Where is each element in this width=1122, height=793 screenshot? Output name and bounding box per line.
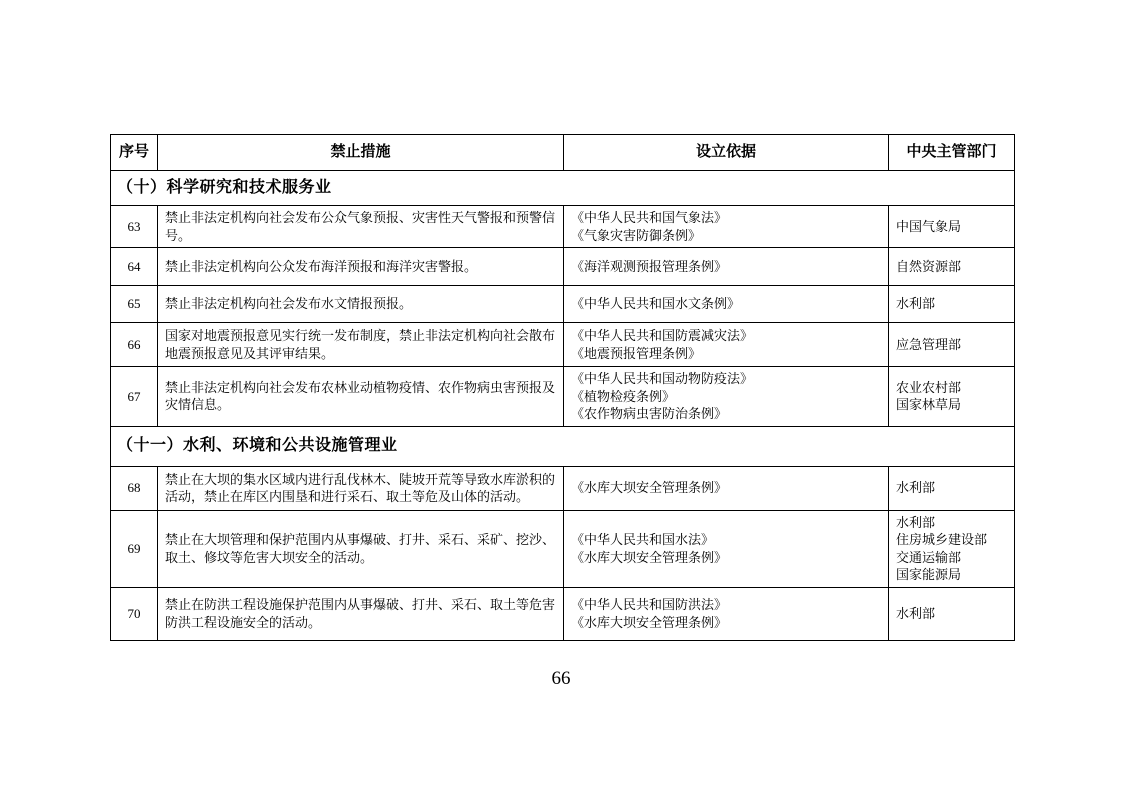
cell-serial-number: 65 [111,286,158,323]
cell-central-department [889,323,1015,367]
table-row [111,323,1015,367]
cell-prohibited-measure: 禁止在大坝管理和保护范围内从事爆破、打井、采石、采矿、挖沙、取土、修坟等危害大坝安全的活动。 [158,510,564,587]
page-number: 66 [551,668,571,689]
basis-line: 《中华人民共和国水法》 [571,532,715,548]
table-row [111,286,1015,323]
department-line: 水利部 [896,480,936,496]
cell-serial-number: 64 [111,248,158,286]
cell-prohibited-measure: 禁止非法定机构向社会发布水文情报预报。 [158,286,564,323]
cell-central-department [889,510,1015,587]
cell-prohibited-measure: 禁止在大坝的集水区域内进行乱伐林木、陡坡开荒等导致水库淤积的活动，禁止在库区内围垦和进行采石、取土等危及山体的活动。 [158,466,564,510]
department-line: 农业农村部 [896,379,962,395]
header-central-department: 中央主管部门 [889,135,1015,171]
basis-line: 《农作物病虫害防治条例》 [571,406,728,422]
basis-line: 《海洋观测预报管理条例》 [571,258,728,274]
table-body [111,171,1015,641]
cell-serial-number: 67 [111,367,158,427]
basis-line: 《地震预报管理条例》 [571,345,702,361]
cell-establishment-basis [564,466,889,510]
cell-prohibited-measure: 国家对地震预报意见实行统一发布制度，禁止非法定机构向社会散布地震预报意见及其评审结果。 [158,323,564,367]
cell-prohibited-measure: 禁止在防洪工程设施保护范围内从事爆破、打井、采石、取土等危害防洪工程设施安全的活动。 [158,587,564,640]
department-line: 水利部 [896,514,936,530]
section-header-row [111,426,1015,466]
header-prohibited-measure: 禁止措施 [158,135,564,171]
department-line: 国家能源局 [896,567,962,583]
basis-line: 《气象灾害防御条例》 [571,227,702,243]
cell-central-department [889,367,1015,427]
cell-serial-number: 66 [111,323,158,367]
table-row [111,206,1015,248]
basis-line: 《水库大坝安全管理条例》 [571,614,728,630]
cell-establishment-basis [564,206,889,248]
department-line: 水利部 [896,606,936,622]
cell-serial-number: 69 [111,510,158,587]
cell-central-department [889,466,1015,510]
department-line: 交通运输部 [896,549,962,565]
basis-line: 《中华人民共和国气象法》 [571,210,728,225]
cell-prohibited-measure: 禁止非法定机构向公众发布海洋预报和海洋灾害警报。 [158,248,564,286]
table-row [111,248,1015,286]
table-row [111,587,1015,640]
basis-line: 《植物检疫条例》 [571,388,676,404]
basis-line: 《水库大坝安全管理条例》 [571,549,728,565]
cell-establishment-basis [564,367,889,427]
cell-establishment-basis [564,587,889,640]
header-establishment-basis: 设立依据 [564,135,889,171]
cell-serial-number: 63 [111,206,158,248]
section-header-row [111,171,1015,206]
section-title: （十）科学研究和技术服务业 [111,171,1015,206]
department-line: 水利部 [896,296,936,312]
department-line: 应急管理部 [896,336,962,352]
department-line: 住房城乡建设部 [896,532,988,548]
table-header-row [111,135,1015,171]
section-title: （十一）水利、环境和公共设施管理业 [111,426,1015,466]
prohibition-measures-table [110,134,1015,641]
table-row [111,510,1015,587]
cell-prohibited-measure: 禁止非法定机构向社会发布公众气象预报、灾害性天气警报和预警信号。 [158,206,564,248]
cell-central-department [889,286,1015,323]
basis-line: 《中华人民共和国水文条例》 [571,296,741,312]
cell-establishment-basis [564,248,889,286]
cell-establishment-basis [564,286,889,323]
cell-establishment-basis [564,510,889,587]
cell-central-department [889,587,1015,640]
cell-serial-number: 70 [111,587,158,640]
basis-line: 《中华人民共和国防洪法》 [571,597,728,613]
department-line: 中国气象局 [896,218,962,234]
header-serial-number: 序号 [111,135,158,171]
basis-line: 《水库大坝安全管理条例》 [571,480,728,496]
cell-prohibited-measure: 禁止非法定机构向社会发布农林业动植物疫情、农作物病虫害预报及灾情信息。 [158,367,564,427]
table-row [111,367,1015,427]
basis-line: 《中华人民共和国动物防疫法》 [571,371,754,387]
department-line: 国家林草局 [896,397,962,413]
cell-central-department [889,248,1015,286]
table-row [111,466,1015,510]
cell-central-department [889,206,1015,248]
cell-establishment-basis [564,323,889,367]
basis-line: 《中华人民共和国防震减灾法》 [571,328,754,344]
department-line: 自然资源部 [896,258,962,274]
cell-serial-number: 68 [111,466,158,510]
